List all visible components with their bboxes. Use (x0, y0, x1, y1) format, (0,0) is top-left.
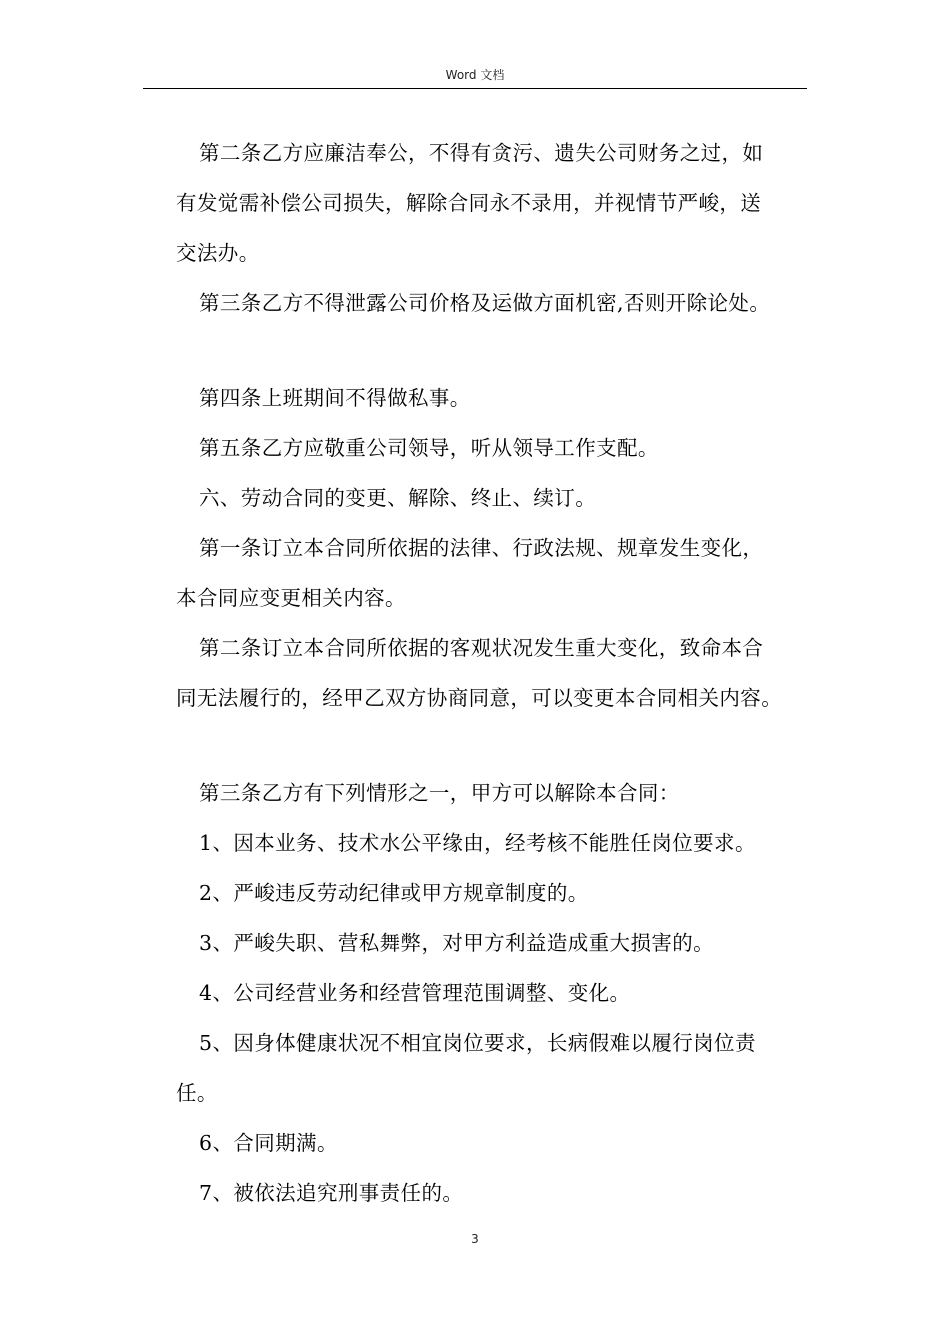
header-divider (143, 88, 807, 89)
paragraph-line: 第四条上班期间不得做私事。 (199, 386, 471, 410)
list-item-continuation: 任。 (176, 1081, 218, 1105)
paragraph-line: 第三条乙方不得泄露公司价格及运做方面机密,否则开除论处。 (199, 291, 771, 315)
paragraph-line: 第二条乙方应廉洁奉公，不得有贪污、遗失公司财务之过，如 (199, 141, 764, 165)
section-heading: 六、劳动合同的变更、解除、终止、续订。 (199, 486, 597, 510)
paragraph-line: 同无法履行的，经甲乙双方协商同意，可以变更本合同相关内容。 (176, 686, 783, 710)
paragraph-line: 第二条订立本合同所依据的客观状况发生重大变化，致命本合 (199, 636, 764, 660)
paragraph-line: 第一条订立本合同所依据的法律、行政法规、规章发生变化， (199, 536, 764, 560)
paragraph-line: 第五条乙方应敬重公司领导，听从领导工作支配。 (199, 436, 659, 460)
list-item: 6、合同期满。 (199, 1131, 338, 1155)
page-number: 3 (471, 1232, 479, 1246)
list-item: 4、公司经营业务和经营管理范围调整、变化。 (199, 981, 631, 1005)
paragraph-line: 本合同应变更相关内容。 (176, 586, 406, 610)
page-header: Word 文档 (445, 68, 505, 82)
paragraph-gap (176, 328, 808, 373)
document-body (176, 128, 808, 1218)
paragraph-line: 交法办。 (176, 241, 260, 265)
paragraph-line: 有发觉需补偿公司损失，解除合同永不录用，并视情节严峻，送 (176, 191, 762, 215)
list-item: 3、严峻失职、营私舞弊，对甲方利益造成重大损害的。 (199, 931, 715, 955)
paragraph-line: 第三条乙方有下列情形之一，甲方可以解除本合同： (199, 781, 680, 805)
list-item: 2、严峻违反劳动纪律或甲方规章制度的。 (199, 881, 589, 905)
list-item: 5、因身体健康状况不相宜岗位要求，长病假难以履行岗位责 (199, 1031, 756, 1055)
list-item: 7、被依法追究刑事责任的。 (199, 1181, 464, 1205)
list-item: 1、因本业务、技术水公平缘由，经考核不能胜任岗位要求。 (199, 831, 756, 855)
paragraph-gap (176, 723, 808, 768)
